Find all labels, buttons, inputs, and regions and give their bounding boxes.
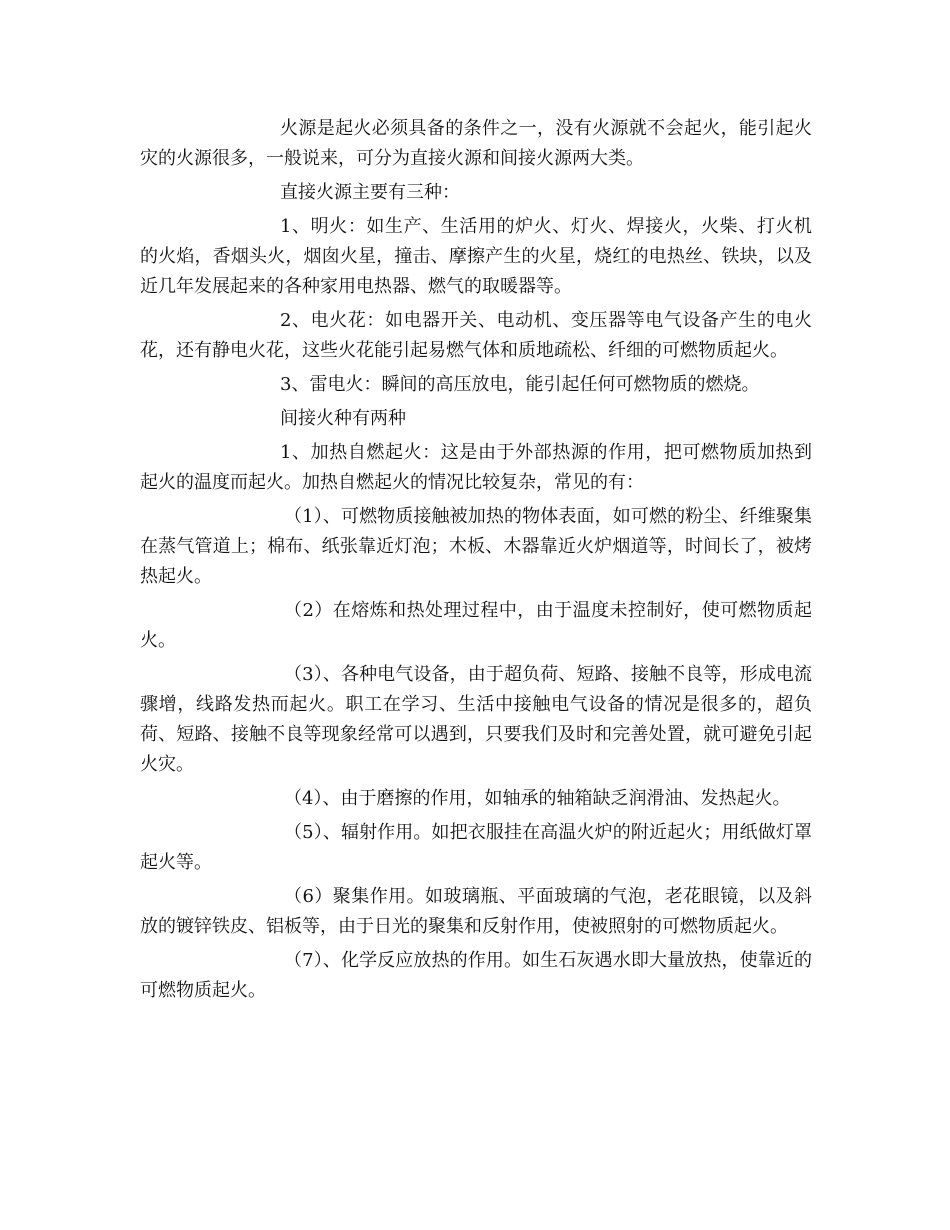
paragraph-item-6: （6）聚集作用。如玻璃瓶、平面玻璃的气泡，老花眼镜，以及斜放的镀锌铁皮、铝板等，由于日光的聚集和反射作用，使被照射的可燃物质起火。 — [140, 886, 812, 937]
paragraph-item-4: （4）、由于磨擦的作用，如轴承的轴箱缺乏润滑油、发热起火。 — [284, 788, 791, 809]
paragraph-item-1: （1）、可燃物质接触被加热的物体表面，如可燃的粉尘、纤维聚集在蒸气管道上；棉布、纸张靠近灯泡；木板、木器靠近火炉烟道等，时间长了，被烤热起火。 — [140, 506, 812, 587]
document-body — [140, 114, 812, 1010]
paragraph-item-5: （5）、辐射作用。如把衣服挂在高温火炉的附近起火；用纸做灯罩起火等。 — [140, 822, 812, 873]
paragraph-heating-ignition: 1、加热自燃起火：这是由于外部热源的作用，把可燃物质加热到起火的温度而起火。加热自燃起火的情况比较复杂，常见的有： — [140, 442, 812, 493]
paragraph-lightning: 3、雷电火：瞬间的高压放电，能引起任何可燃物质的燃烧。 — [280, 374, 760, 395]
paragraph-indirect-source-heading: 间接火种有两种 — [280, 408, 406, 429]
paragraph-item-7: （7）、化学反应放热的作用。如生石灰遇水即大量放热，使靠近的可燃物质起火。 — [140, 950, 812, 1001]
paragraph-direct-source-heading: 直接火源主要有三种： — [280, 182, 460, 203]
paragraph-fire-source-intro: 火源是起火必须具备的条件之一，没有火源就不会起火，能引起火灾的火源很多，一般说来，可分为直接火源和间接火源两大类。 — [140, 118, 812, 169]
paragraph-item-2: （2）在熔炼和热处理过程中，由于温度未控制好，使可燃物质起火。 — [140, 600, 812, 651]
paragraph-open-flame: 1、明火：如生产、生活用的炉火、灯火、焊接火，火柴、打火机的火焰，香烟头火，烟囱火星，撞击、摩擦产生的火星，烧红的电热丝、铁块，以及近几年发展起来的各种家用电热器、燃气的取暖器等。 — [140, 216, 812, 297]
paragraph-item-3: （3）、各种电气设备，由于超负荷、短路、接触不良等，形成电流骤增，线路发热而起火。职工在学习、生活中接触电气设备的情况是很多的，超负荷、短路、接触不良等现象经常可以遇到，只要我们及时和完善处置，就可避免引起火灾。 — [140, 664, 812, 775]
paragraph-electric-spark: 2、电火花：如电器开关、电动机、变压器等电气设备产生的电火花，还有静电火花，这些火花能引起易燃气体和质地疏松、纤细的可燃物质起火。 — [140, 310, 812, 361]
